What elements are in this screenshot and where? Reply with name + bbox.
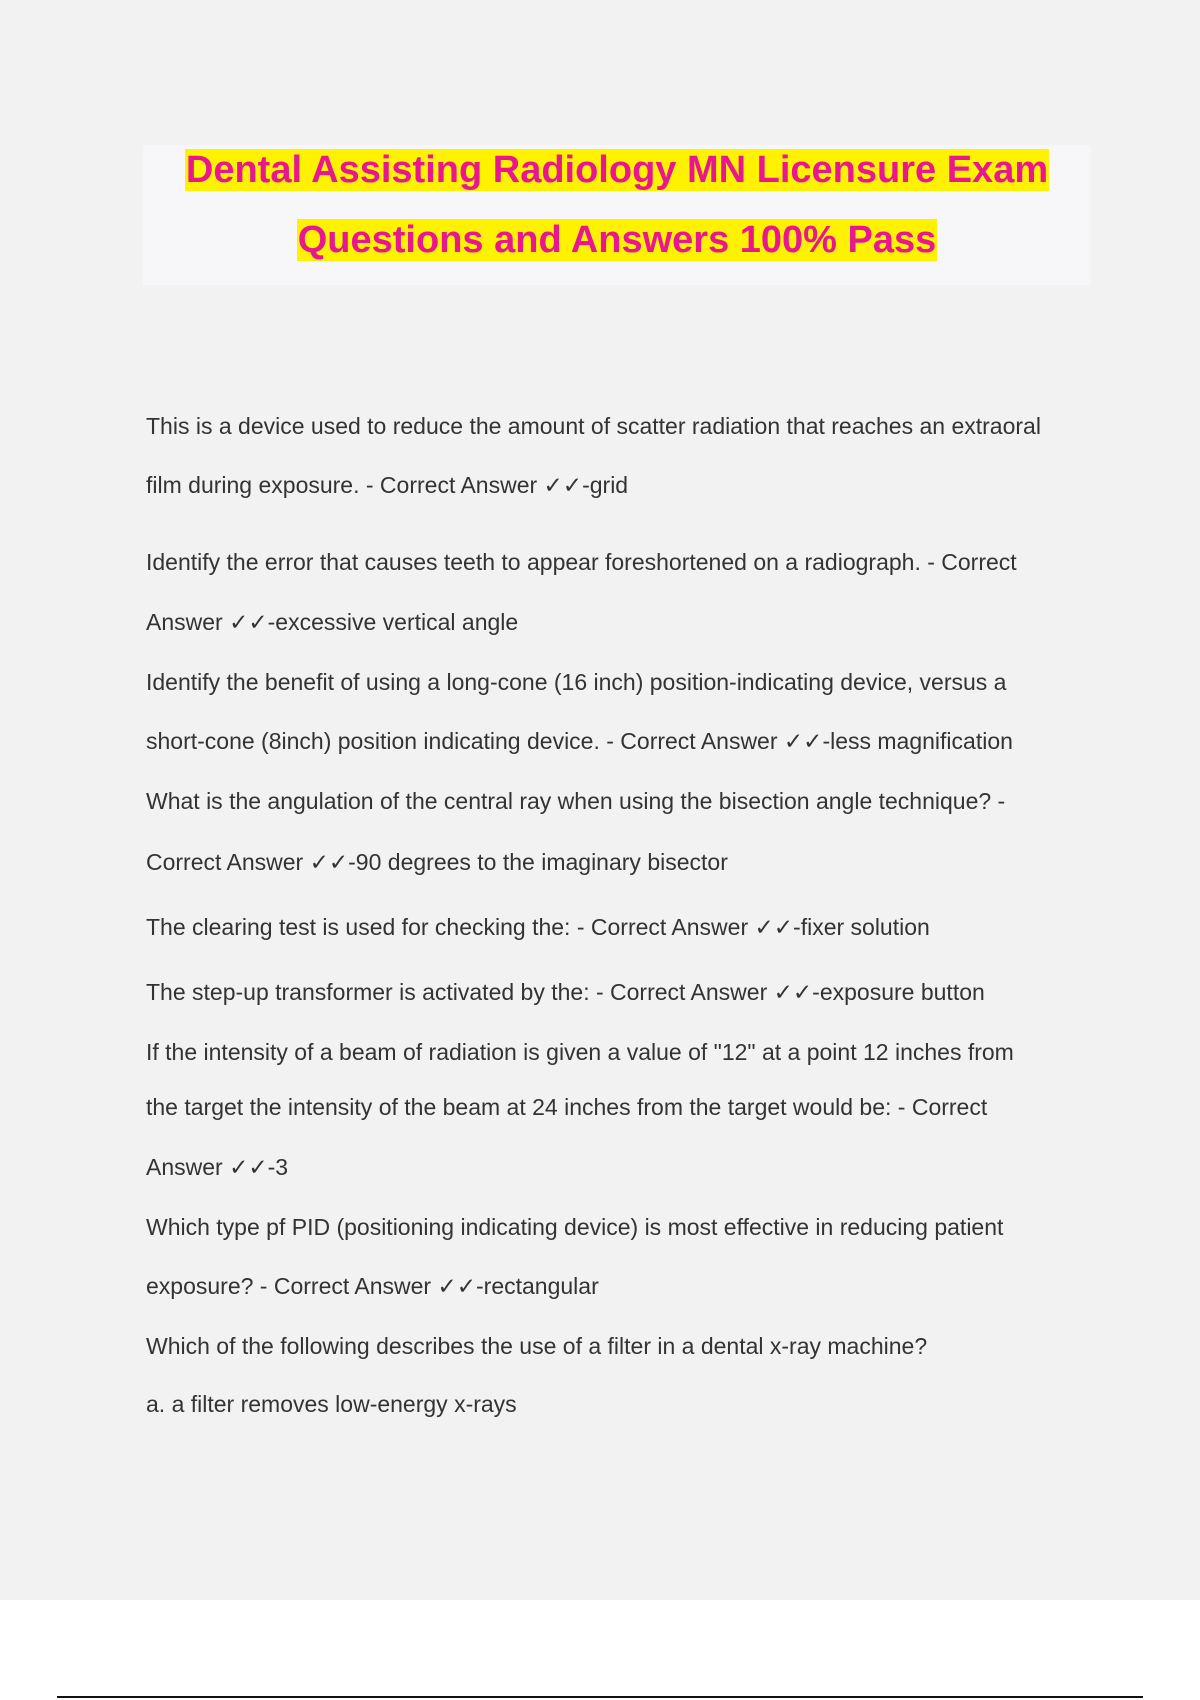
text-line-17: a. a filter removes low-energy x-rays (146, 1391, 517, 1417)
text-line-12: the target the intensity of the beam at 24 inches from the target would be: - Correct (146, 1094, 988, 1120)
title-line-1-wrapper (143, 147, 1091, 193)
title-block (143, 145, 1091, 285)
text-line-11: If the intensity of a beam of radiation is given a value of "12" at a point 12 inches from (146, 1039, 1014, 1065)
text-line-10: The step-up transformer is activated by the: - Correct Answer ✓✓-exposure button (146, 979, 985, 1005)
footer-rule (57, 1696, 1143, 1698)
text-line-13: Answer ✓✓-3 (146, 1154, 289, 1180)
text-line-14: Which type pf PID (positioning indicating device) is most effective in reducing patient (146, 1214, 1004, 1240)
text-line-5: Identify the benefit of using a long-cone (16 inch) position-indicating device, versus a (146, 669, 1007, 695)
title-line-2: Questions and Answers 100% Pass (297, 219, 937, 261)
text-line-9: The clearing test is used for checking the: - Correct Answer ✓✓-fixer solution (146, 914, 930, 940)
text-line-3: Identify the error that causes teeth to appear foreshortened on a radiograph. - Correct (146, 549, 1017, 575)
text-line-15: exposure? - Correct Answer ✓✓-rectangular (146, 1273, 599, 1299)
text-line-4: Answer ✓✓-excessive vertical angle (146, 609, 519, 635)
text-line-8: Correct Answer ✓✓-90 degrees to the imaginary bisector (146, 849, 728, 875)
text-line-6: short-cone (8inch) position indicating device. - Correct Answer ✓✓-less magnification (146, 728, 1013, 754)
text-line-2: film during exposure. - Correct Answer ✓✓-grid (146, 472, 629, 498)
text-line-16: Which of the following describes the use of a filter in a dental x-ray machine? (146, 1333, 928, 1359)
text-line-1: This is a device used to reduce the amount of scatter radiation that reaches an extraoral (146, 413, 1041, 439)
title-line-2-wrapper (143, 217, 1091, 263)
title-line-1: Dental Assisting Radiology MN Licensure Exam (185, 149, 1049, 191)
text-line-7: What is the angulation of the central ray when using the bisection angle technique? - (146, 788, 1006, 814)
